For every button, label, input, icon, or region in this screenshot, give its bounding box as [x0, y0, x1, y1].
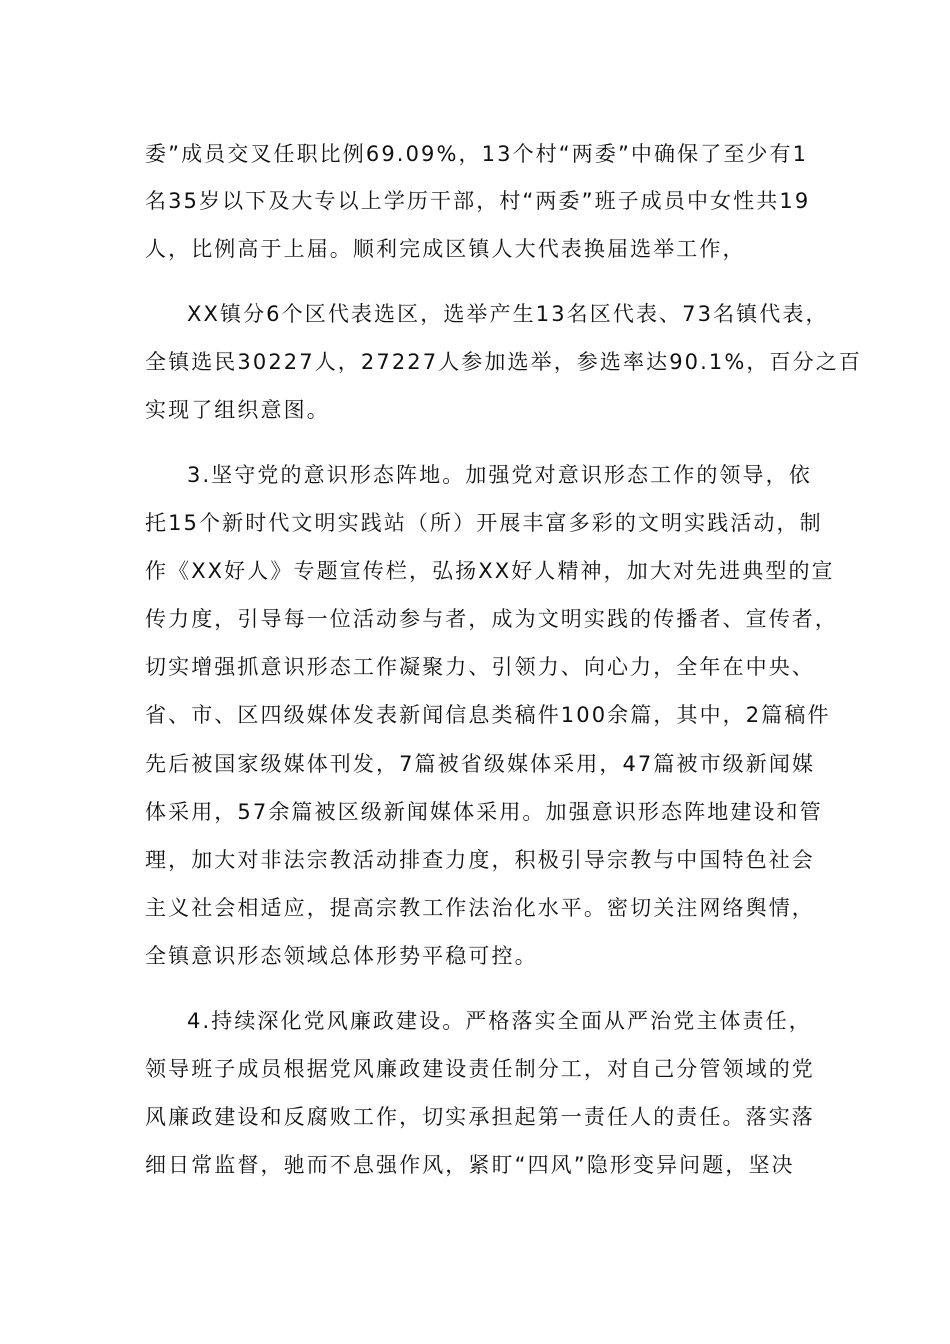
text-line: 3.坚守党的意识形态阵地。加强党对意识形态工作的领导，依 [187, 463, 812, 487]
text-line: 4.持续深化党风廉政建设。严格落实全面从严治党主体责任， [187, 1009, 812, 1033]
text-line: 名35岁以下及大专以上学历干部，村“两委”班子成员中女性共19 [145, 189, 811, 213]
text-line: 主义社会相适应，提高宗教工作法治化水平。密切关注网络舆情， [145, 896, 815, 920]
text-line: 体采用，57余篇被区级新闻媒体采用。加强意识形态阵地建设和管 [145, 800, 823, 824]
text-line: 先后被国家级媒体刊发，7篇被省级媒体采用，47篇被市级新闻媒 [145, 752, 816, 776]
text-line: 风廉政建设和反腐败工作，切实承担起第一责任人的责任。落实落 [145, 1105, 815, 1129]
text-line: 切实增强抓意识形态工作凝聚力、引领力、向心力，全年在中央、 [145, 655, 815, 679]
text-line: 实现了组织意图。 [145, 398, 330, 422]
text-line: 传力度，引导每一位活动参与者，成为文明实践的传播者、宣传者， [145, 607, 838, 631]
text-line: 作《XX好人》专题宣传栏，弘扬XX好人精神，加大对先进典型的宣 [145, 559, 835, 583]
text-line: 人，比例高于上届。顺利完成区镇人大代表换届选举工作， [145, 237, 746, 261]
text-line: 领导班子成员根据党风廉政建设责任制分工，对自己分管领域的党 [145, 1057, 815, 1081]
text-line: XX镇分6个区代表选区，选举产生13名区代表、73名镇代表， [187, 302, 829, 326]
text-line: 省、市、区四级媒体发表新闻信息类稿件100余篇，其中，2篇稿件 [145, 703, 831, 727]
text-line: 委”成员交叉任职比例69.09%，13个村“两委”中确保了至少有1 [145, 142, 809, 166]
text-line: 全镇意识形态领域总体形势平稳可控。 [145, 944, 538, 968]
text-line: 全镇选民30227人，27227人参加选举，参选率达90.1%，百分之百 [145, 350, 862, 374]
text-line: 理，加大对非法宗教活动排查力度，积极引导宗教与中国特色社会 [145, 848, 815, 872]
text-line: 托15个新时代文明实践站（所）开展丰富多彩的文明实践活动，制 [145, 511, 823, 535]
text-line: 细日常监督，驰而不息强作风，紧盯“四风”隐形变异问题，坚决 [145, 1153, 795, 1177]
